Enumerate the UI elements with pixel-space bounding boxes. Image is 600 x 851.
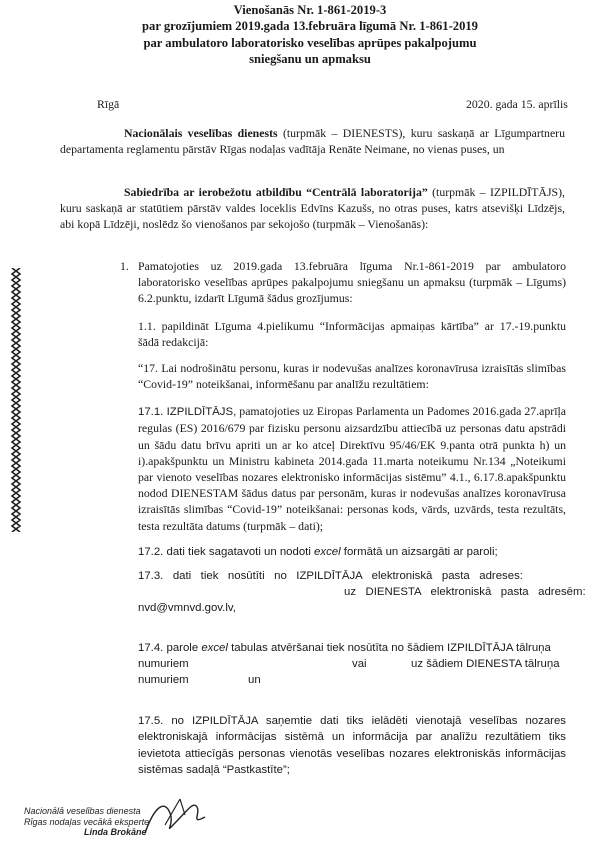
point-17-4-text-b: tabulas atvēršanai tiek nosūtīta no šādiem IZPILDĪTĀJA tālruņa [227, 642, 551, 654]
party-1-name: Nacionālais veselības dienests [124, 126, 278, 140]
point-17-4-numuriem-1: numuriem [138, 658, 189, 670]
binding-strip [8, 268, 24, 532]
document-title [60, 2, 560, 67]
point-17-2 [138, 544, 498, 560]
certification-line-1: Nacionālā veselības dienesta [24, 806, 141, 816]
certification-name: Linda Brokāne [84, 827, 147, 837]
point-17-4-vai: vai [352, 658, 367, 670]
signature-scribble [135, 795, 210, 840]
item-1-1: 1.1. papildināt Līguma 4.pielikumu “Informācijas apmaiņas kārtība” ar 17.-19.punktu šādā redakcijā: [138, 319, 566, 350]
point-17: “17. Lai nodrošinātu personu, kuras ir nodevušas analīzes koronavīrusa izraisītās slimības “Covid-19” noteikšanai, informēšanu par analīžu rezultātiem: [138, 361, 566, 392]
date: 2020. gada 15. aprīlis [466, 97, 568, 111]
point-17-4-numuriem-2: numuriem [138, 674, 189, 686]
point-17-4-un: un [248, 674, 261, 686]
party-2-text: (turpmāk – IZPILDĪTĀJS), kuru saskaņā ar statūtiem pārstāv valdes loceklis Edvīns Kazušs, no otras puses, katrs atsevišķi Līdzējs, abi kopā Līdzēji, noslēdz šo vienošanos par sekojošo (turpmāk – Vienošanās): [60, 185, 565, 232]
point-17-3-line-3: nvd@vmnvd.gov.lv, [138, 602, 236, 614]
certification-line-2: Rīgas nodaļas vecākā eksperte [24, 816, 150, 827]
point-17-5: 17.5. no IZPILDĪTĀJA saņemtie dati tiks ielādēti vienotajā veselības nozares elektroniskajā informācijas sistēmā un informācija par analīžu rezultātiem tiks ievietota attiecīgās personas vienotās veselības nozares elektroniskās informācijas sistēmas sadaļā “Pastkastīte”; [138, 715, 566, 776]
title-line-2: par grozījumiem 2019.gada 13.februāra līgumā Nr. 1-861-2019 [142, 19, 478, 34]
point-17-1-text: pamatojoties uz Eiropas Parlamenta un Padomes 2016.gada 27.aprīļa regulas (ES) 2016/679 par fizisku personu aizsardzību attiecībā uz personas datu apstrādi un šādu datu brīvu apriti un ar ko atceļ Direktīvu 95/46/EK 9.panta otrā punkta h) un i).apakšpunktu un Ministru kabineta 2014.gada 11.marta noteikumu Nr.134 „Noteikumi par vienoto veselības nozares elektronisko informācijas sistēmu” 4.1., 6.17.8.apakšpunktu nodod DIENESTAM šādus datus par personām, kuras ir nodevušas analīzes koronavīrusa izraisītās slimības “Covid-19” noteikšanai: personas kods, vārds, uzvārds, testa rezultāts, testa rezultāta datums (turpmāk – dati); [138, 404, 566, 533]
party-1-paragraph [60, 125, 565, 157]
certification-note [24, 806, 149, 838]
point-17-2-text-b: formātā un aizsargāti ar paroli; [340, 546, 498, 558]
point-17-4-line-1 [138, 640, 551, 656]
point-17-2-text-a: 17.2. dati tiek sagatavoti un nodoti [138, 546, 315, 558]
point-17-4-italic: excel [201, 642, 228, 654]
place: Rīgā [97, 97, 120, 111]
party-2-name: Sabiedrība ar ierobežotu atbildību “Centrālā laboratorija” [124, 185, 428, 199]
point-17-1 [138, 403, 566, 534]
point-17-1-start: 17.1. IZPILDĪTĀJS, [138, 406, 237, 418]
point-17-2-italic: excel [314, 546, 341, 558]
party-2-paragraph [60, 184, 565, 233]
point-17-4-line-2-end: uz šādiem DIENESTA tālruņa [411, 658, 560, 670]
party-1-text: (turpmāk – DIENESTS), kuru saskaņā ar Līgumpartneru departamenta reglamentu pārstāv Rīgas nodaļas vadītāja Renāte Neimane, no vienas puses, un [60, 126, 566, 157]
item-1-number: 1. [120, 259, 129, 273]
title-line-4: sniegšanu un apmaksu [249, 51, 371, 66]
title-line-1: Vienošanās Nr. 1-861-2019-3 [233, 3, 387, 17]
item-1-text: Pamatojoties uz 2019.gada 13.februāra līguma Nr.1-861-2019 par ambulatoro laboratorisko veselības aprūpes pakalpojumu sniegšanu un apmaksu (turpmāk – Līgums) 6.2.punktu, izdarīt Līgumā šādus grozījumus: [138, 259, 566, 306]
point-17-3-line-1: 17.3. dati tiek nosūtīti no IZPILDĪTĀJA elektroniskā pasta adreses: [138, 570, 523, 582]
title-line-3: par ambulatoro laboratorisko veselības aprūpes pakalpojumu [143, 35, 477, 50]
point-17-4-text-a: 17.4. parole [138, 642, 202, 654]
point-17-3-line-2: uz DIENESTA elektroniskā pasta adresēm: [344, 586, 586, 598]
